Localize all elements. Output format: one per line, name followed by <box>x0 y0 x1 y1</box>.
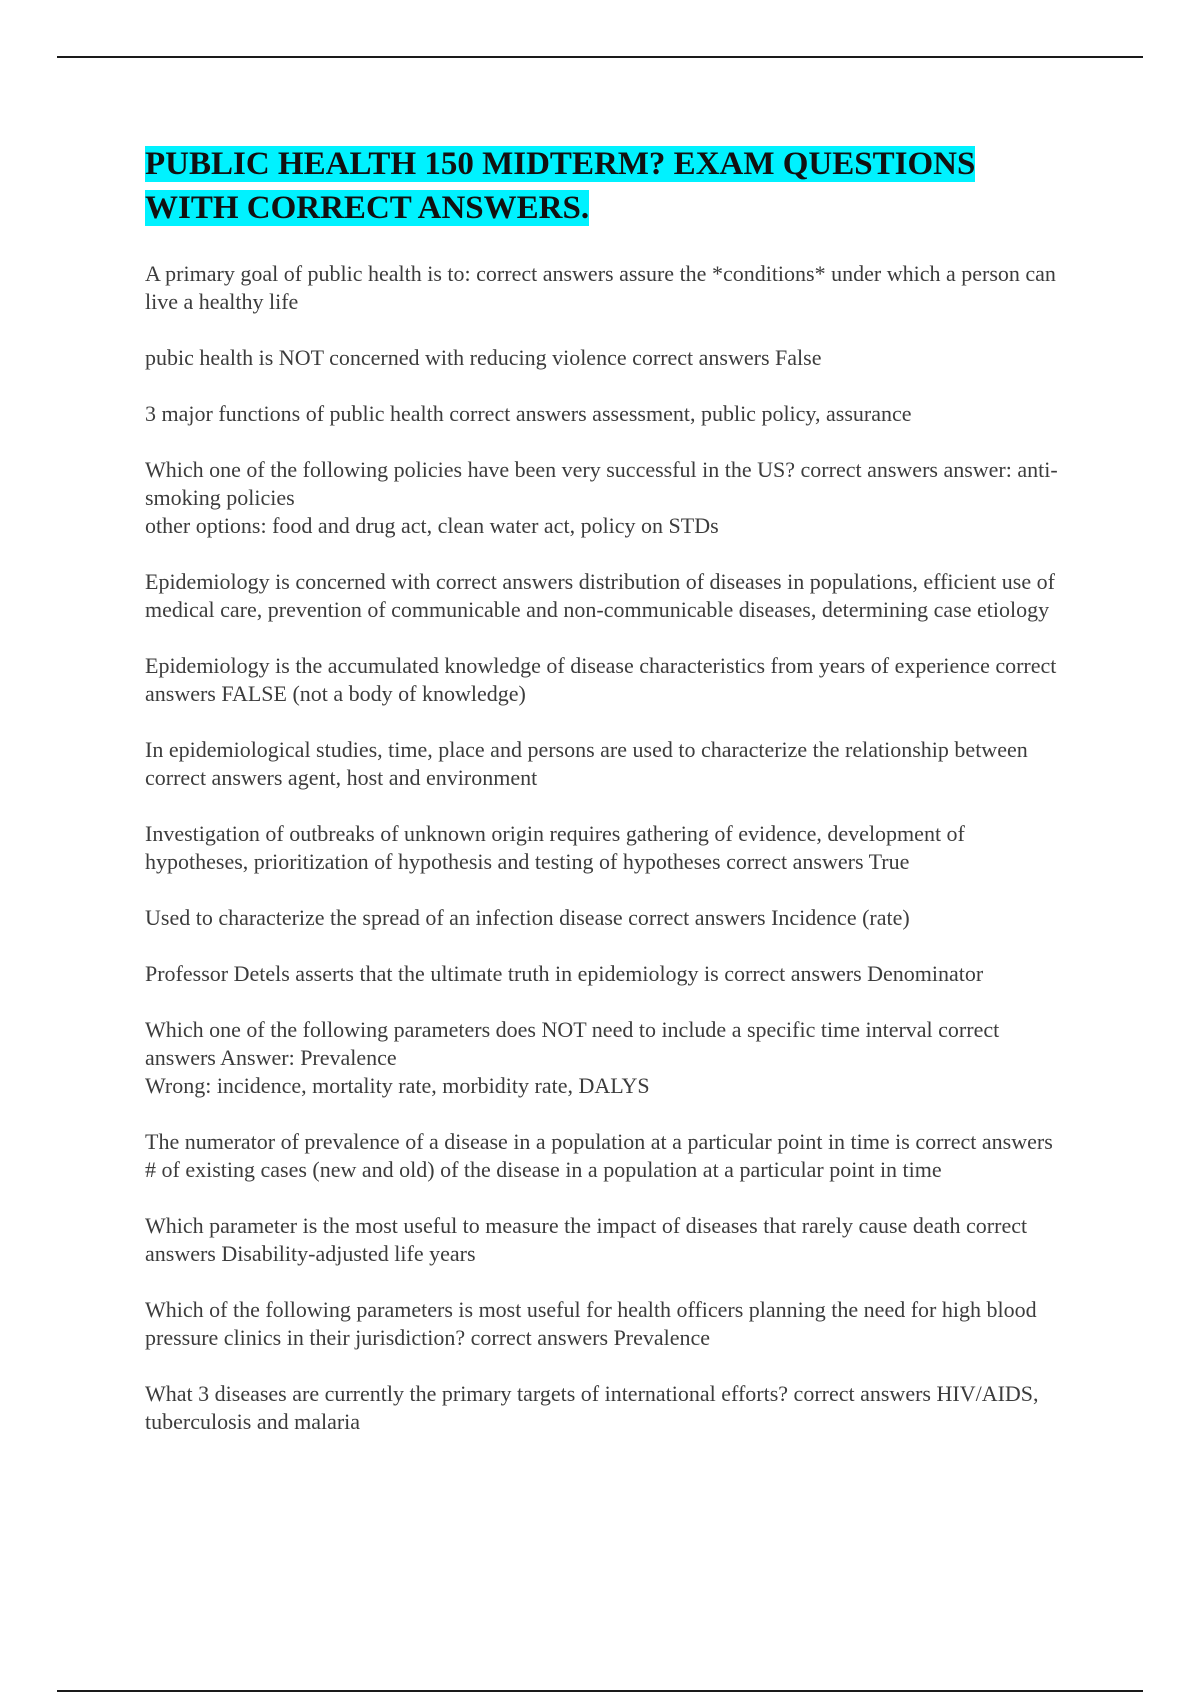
qa-text: Which of the following parameters is most useful for health officers planning the need for high blood pressure clinics in their jurisdiction? correct answers Prevalence <box>145 1297 1037 1350</box>
qa-item <box>145 652 1065 708</box>
document-title <box>145 142 1065 230</box>
qa-item <box>145 736 1065 792</box>
qa-item <box>145 1128 1065 1184</box>
qa-item <box>145 260 1065 316</box>
qa-text: Professor Detels asserts that the ultimate truth in epidemiology is correct answers Denominator <box>145 961 984 986</box>
qa-text: Which one of the following policies have been very successful in the US? correct answers answer: anti-smoking policies <box>145 457 1058 510</box>
qa-text: Which one of the following parameters does NOT need to include a specific time interval correct answers Answer: Prevalence <box>145 1017 1000 1070</box>
qa-item <box>145 344 1065 372</box>
qa-text: A primary goal of public health is to: correct answers assure the *conditions* under which a person can live a healthy life <box>145 261 1056 314</box>
qa-text: pubic health is NOT concerned with reducing violence correct answers False <box>145 345 822 370</box>
bottom-divider <box>57 1690 1143 1692</box>
qa-text: The numerator of prevalence of a disease in a population at a particular point in time is correct answers # of existing cases (new and old) of the disease in a population at a particular point in time <box>145 1129 1053 1182</box>
qa-item <box>145 904 1065 932</box>
qa-text: What 3 diseases are currently the primary targets of international efforts? correct answers HIV/AIDS, tuberculosis and malaria <box>145 1381 1039 1434</box>
top-divider <box>57 56 1143 58</box>
qa-item <box>145 1212 1065 1268</box>
qa-item <box>145 1380 1065 1436</box>
qa-item <box>145 820 1065 876</box>
qa-item <box>145 1296 1065 1352</box>
qa-text: In epidemiological studies, time, place and persons are used to characterize the relationship between correct answers agent, host and environment <box>145 737 1028 790</box>
qa-item <box>145 568 1065 624</box>
qa-text: Epidemiology is the accumulated knowledge of disease characteristics from years of experience correct answers FALSE (not a body of knowledge) <box>145 653 1057 706</box>
qa-item <box>145 960 1065 988</box>
qa-text: Which parameter is the most useful to measure the impact of diseases that rarely cause death correct answers Disability-adjusted life years <box>145 1213 1028 1266</box>
title-highlight: PUBLIC HEALTH 150 MIDTERM? EXAM QUESTIONS WITH CORRECT ANSWERS. <box>145 146 976 226</box>
document-body <box>145 142 1065 1464</box>
qa-text: 3 major functions of public health correct answers assessment, public policy, assurance <box>145 401 912 426</box>
qa-text: Used to characterize the spread of an infection disease correct answers Incidence (rate) <box>145 905 910 930</box>
qa-text: Epidemiology is concerned with correct answers distribution of diseases in populations, efficient use of medical care, prevention of communicable and non-communicable diseases, determining case etiology <box>145 569 1055 622</box>
qa-extra-line: Wrong: incidence, mortality rate, morbidity rate, DALYS <box>145 1073 650 1098</box>
qa-text: Investigation of outbreaks of unknown origin requires gathering of evidence, development of hypotheses, prioritization of hypothesis and testing of hypotheses correct answers True <box>145 821 965 874</box>
qa-extra-line: other options: food and drug act, clean water act, policy on STDs <box>145 513 719 538</box>
qa-list <box>145 260 1065 1436</box>
qa-item <box>145 456 1065 540</box>
qa-item <box>145 1016 1065 1100</box>
qa-item <box>145 400 1065 428</box>
